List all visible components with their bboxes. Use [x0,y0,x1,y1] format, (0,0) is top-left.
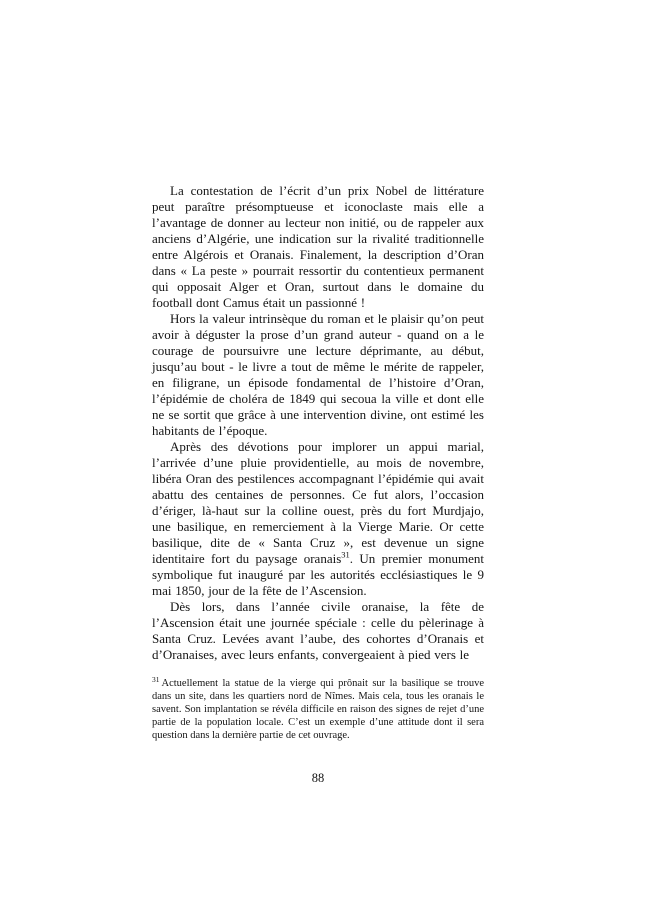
paragraph-3-text-after-note: . Un premier monument symbolique fut inauguré par les autorités ecclésiastiques le 9 mai 1850, jour de la fête de l’Ascension. [152,551,484,598]
body-paragraph-3 [152,439,484,599]
body-paragraph-4: Dès lors, dans l’année civile oranaise, la fête de l’Ascension était une journée spéciale : celle du pèlerinage à Santa Cruz. Levées avant l’aube, des cohortes d’Oranais et d’Oranaises, avec leurs enfants, convergeaient à pied vers le [152,599,484,662]
footnote-reference-31: 31 [341,549,350,560]
footnote-marker: 31 [152,674,160,684]
text-block [152,183,484,742]
paragraph-3-text-before-note: Après des dévotions pour implorer un appui marial, l’arrivée d’une pluie providentielle, au mois de novembre, libéra Oran des pestilences accompagnant l’épidémie qui avait abattu des centaines de personnes. Ce fut alors, l’occasion d’ériger, là-haut sur la colline ouest, près du fort Murdjajo, une basilique, en remerciement à la Vierge Marie. Or cette basilique, dite de « Santa Cruz », est devenue un signe identitaire fort du paysage oranais [152,439,484,566]
footnote-text: Actuellement la statue de la vierge qui prônait sur la basilique se trouve dans un site, dans les quartiers nord de Nîmes. Mais cela, tous les oranais le savent. Son implantation se révéla difficile en raison des signes de rejet d’une partie de la population locale. C’est un exemple d’une attitude dont il sera question dans la dernière partie de cet ouvrage. [152,678,484,741]
page-number: 88 [311,771,325,785]
body-paragraph-2: Hors la valeur intrinsèque du roman et le plaisir qu’on peut avoir à déguster la prose d’un grand auteur - quand on a le courage de poursuivre une lecture déprimante, au début, jusqu’au bout - le livre a tout de même le mérite de rappeler, en filigrane, un épisode fondamental de l’histoire d’Oran, l’épidémie de choléra de 1849 qui secoua la ville et dont elle ne se sortit que grâce à une intervention divine, ont estimé les habitants de l’époque. [152,311,484,438]
footnote-block [152,674,484,742]
body-paragraph-1: La contestation de l’écrit d’un prix Nobel de littérature peut paraître présomptueuse et iconoclaste mais elle a l’avantage de donner au lecteur non initié, ou de rappeler aux anciens d’Algérie, une indication sur la rivalité traditionnelle entre Algérois et Oranais. Finalement, la description d’Oran dans « La peste » pourrait ressortir du contentieux permanent qui opposait Alger et Oran, surtout dans le domaine du football dont Camus était un passionné ! [152,183,484,310]
